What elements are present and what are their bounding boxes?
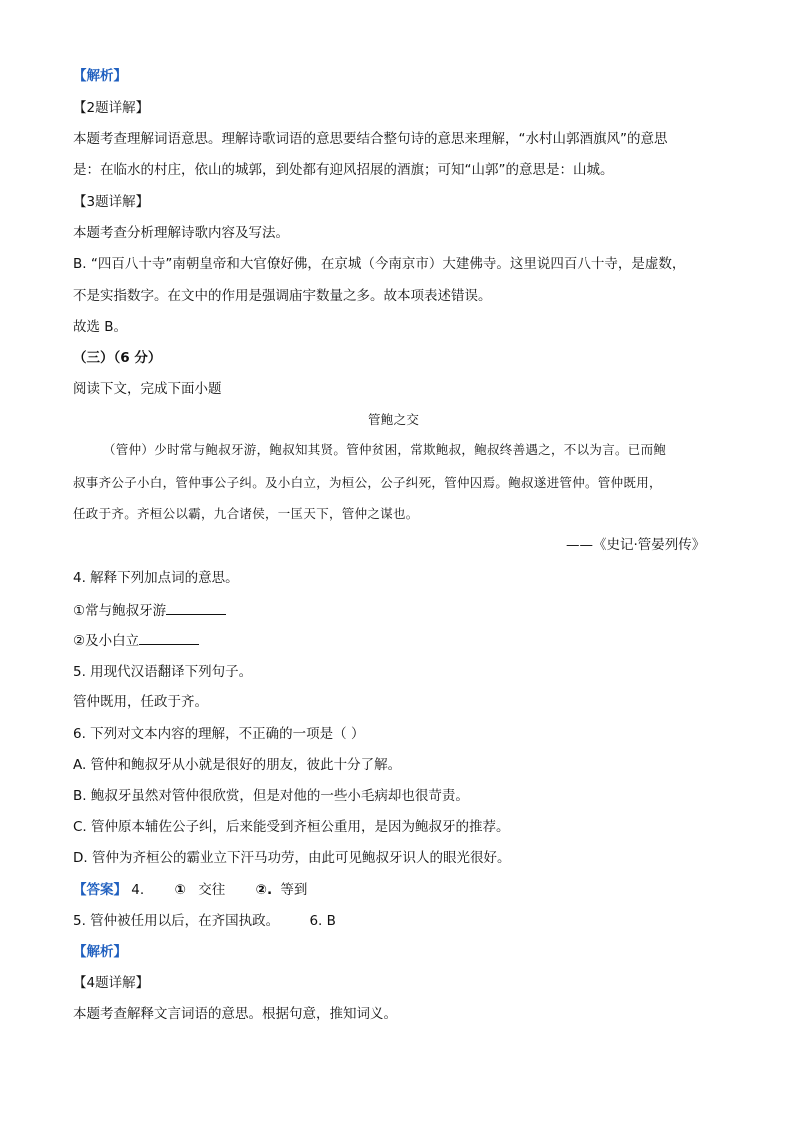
q2-paragraph-line-2: 是：在临水的村庄，依山的城郭，到处都有迎风招展的酒旗；可知“山郭”的意思是：山城。 <box>73 162 614 178</box>
answer-1-marker: ① <box>174 882 186 898</box>
answer-q4-number: 4. <box>131 882 145 898</box>
q3-paragraph-line-2: B. “四百八十寺”南朝皇帝和大官僚好佛，在京城（今南京市）大建佛寺。这里说四百八十寺，是虚数， <box>73 256 686 272</box>
q4-paragraph-line-1: 本题考查解释文言词语的意思。根据句意，推知词义。 <box>73 1006 397 1022</box>
answer-line-2 <box>73 911 336 931</box>
question-4-item-2 <box>73 630 199 651</box>
question-5-sentence: 管仲既用，任政于齐。 <box>73 694 208 710</box>
question-6-option-a: A. 管仲和鲍叔牙从小就是很好的朋友，彼此十分了解。 <box>73 757 402 773</box>
answer-1-text: 交往 <box>198 882 226 898</box>
answer-heading: 【答案】 <box>73 882 127 898</box>
question-6-option-c: C. 管仲原本辅佐公子纠，后来能受到齐桓公重用，是因为鲍叔牙的推荐。 <box>73 819 510 835</box>
analysis-heading-2: 【解析】 <box>73 944 127 960</box>
q3-paragraph-line-1: 本题考查分析理解诗歌内容及写法。 <box>73 225 289 241</box>
passage-line-1: （管仲）少时常与鲍叔牙游，鲍叔知其贤。管仲贫困，常欺鲍叔，鲍叔终善遇之，不以为言。已而鲍 <box>103 442 667 457</box>
q3-paragraph-line-3: 不是实指数字。在文中的作用是强调庙宇数量之多。故本项表述错误。 <box>73 288 492 304</box>
answer-q5-text: 5. 管仲被任用以后，在齐国执政。 <box>73 913 280 929</box>
q4-detail-heading: 【4题详解】 <box>73 975 150 991</box>
section-three-heading: （三）（6 分） <box>73 350 162 366</box>
answer-blank[interactable] <box>139 630 199 645</box>
passage-line-2: 叔事齐公子小白，管仲事公子纠。及小白立，为桓公，公子纠死，管仲囚焉。鲍叔遂进管仲。管仲既用， <box>73 475 662 490</box>
passage-source: ——《史记·管晏列传》 <box>566 537 706 553</box>
passage-line-3: 任政于齐。齐桓公以霸，九合诸侯，一匡天下，管仲之谋也。 <box>73 506 419 521</box>
question-6-option-d: D. 管仲为齐桓公的霸业立下汗马功劳，由此可见鲍叔牙识人的眼光很好。 <box>73 850 511 866</box>
answer-q6-text: 6. B <box>309 913 336 929</box>
question-6: 6. 下列对文本内容的理解，不正确的一项是（ ） <box>73 726 365 742</box>
question-5: 5. 用现代汉语翻译下列句子。 <box>73 664 253 680</box>
reading-instruction: 阅读下文，完成下面小题 <box>73 381 222 397</box>
analysis-heading: 【解析】 <box>73 68 127 84</box>
question-6-option-b: B. 鲍叔牙虽然对管仲很欣赏，但是对他的一些小毛病却也很苛责。 <box>73 788 469 804</box>
q3-conclusion: 故选 B。 <box>73 319 128 335</box>
question-4-item-1 <box>73 600 226 621</box>
q2-detail-heading: 【2题详解】 <box>73 100 150 116</box>
answer-blank[interactable] <box>166 600 226 615</box>
q2-paragraph-line-1: 本题考查理解词语意思。理解诗歌词语的意思要结合整句诗的意思来理解，“水村山郭酒旗风”的意思 <box>73 131 668 147</box>
answer-2-marker: ②. <box>255 882 273 898</box>
question-4: 4. 解释下列加点词的意思。 <box>73 570 239 586</box>
question-4-item-2-text: ②及小白立 <box>73 633 140 649</box>
answer-line-1 <box>73 880 307 900</box>
answer-2-text: 等到 <box>280 882 308 898</box>
q3-detail-heading: 【3题详解】 <box>73 194 150 210</box>
question-4-item-1-text: ①常与鲍叔牙游 <box>73 603 167 619</box>
passage-title: 管鲍之交 <box>368 412 420 427</box>
